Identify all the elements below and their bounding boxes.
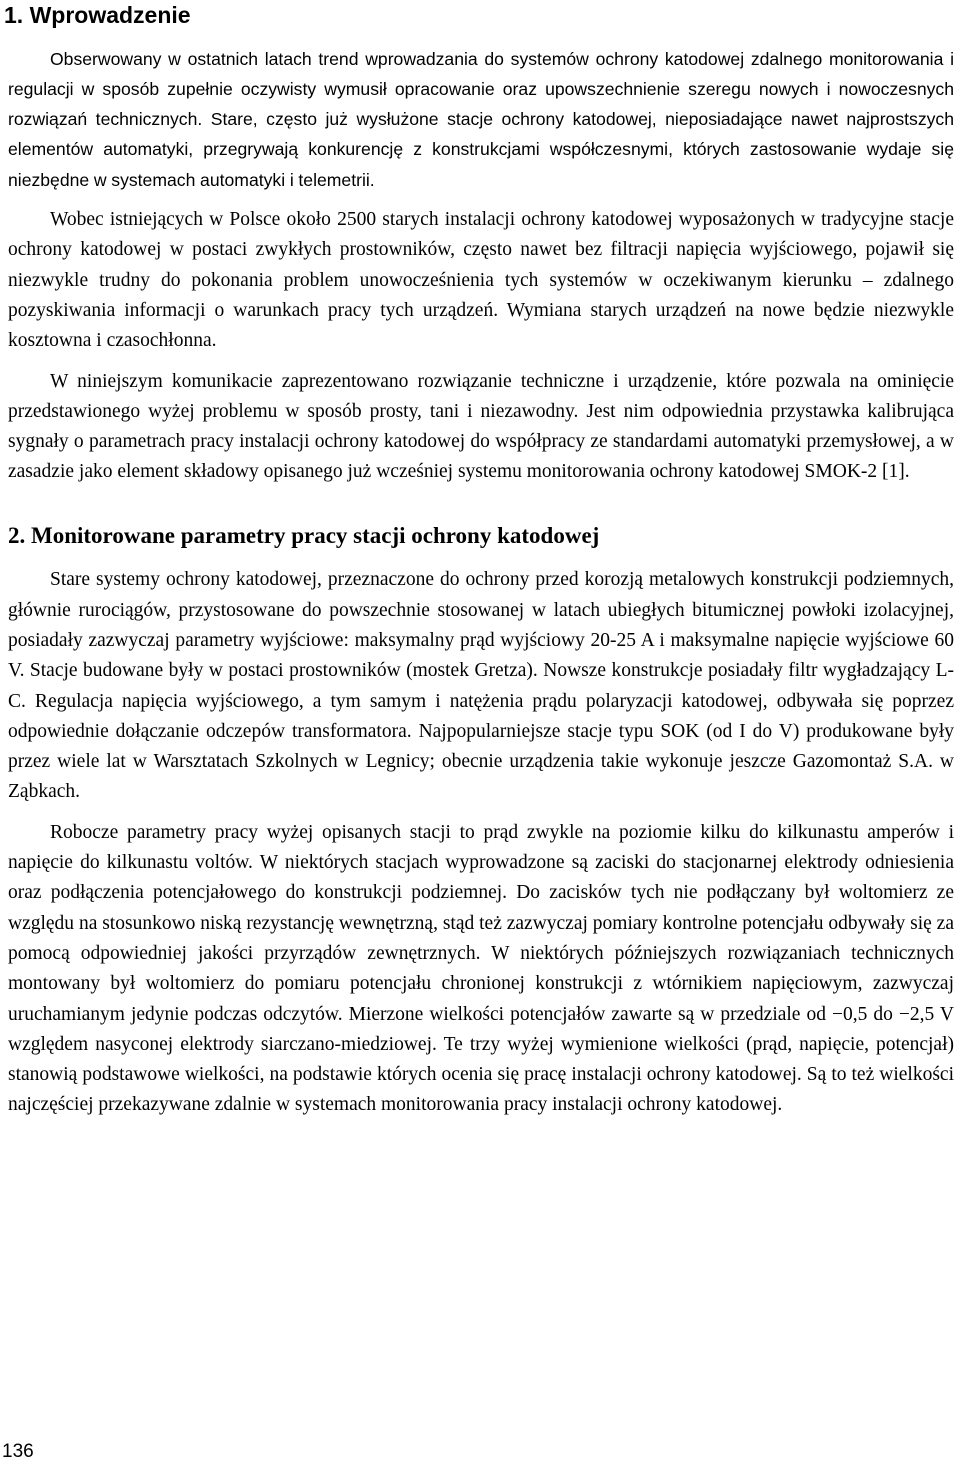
section-heading-introduction: 1. Wprowadzenie	[4, 2, 191, 28]
parameters-paragraph-2: Robocze parametry pracy wyżej opisanych stacji to prąd zwykle na poziomie kilku do kilkunastu amperów i napięcie do kilkunastu voltów. W niektórych stacjach wyprowadzone są zaciski do stacjonarnej elektrody odniesienia oraz podłączenia potencjałowego do konstrukcji podziemnej. Do zacisków tych nie podłączany był woltomierz ze względu na stosunkowo niską rezystancję wewnętrzną, stąd też zazwyczaj pomiary kontrolne potencjału odbywały się za pomocą odpowiedniej jakości przyrządów zewnętrznych. W niektórych późniejszych rozwiązaniach technicznych montowany był woltomierz do pomiaru potencjału chronionej konstrukcji z wtórnikiem napięciowym, zazwyczaj uruchamianym jedynie podczas odczytów. Mierzone wielkości potencjałów zawarte są w przedziale od −0,5 do −2,5 V względem nasyconej elektrody siarczano-miedziowej. Te trzy wyżej wymienione wielkości (prąd, napięcie, potencjał) stanowią podstawowe wielkości, na podstawie których ocenia się pracę instalacji ochrony katodowej. Są to też wielkości najczęściej przekazywane zdalnie w systemach monitorowania pracy instalacji ochrony katodowej.	[8, 821, 954, 1116]
intro-paragraph-2: Wobec istniejących w Polsce około 2500 starych instalacji ochrony katodowej wyposażonych w tradycyjne stacje ochrony katodowej w postaci zwykłych prostowników, często nawet bez filtracji napięcia wyjściowego, pojawił się niezwykle trudny do pokonania problem unowocześnienia tych systemów w oczekiwanym kierunku – zdalnego pozyskiwania informacji o warunkach pracy tych urządzeń. Wymiana starych urządzeń na nowe będzie niezwykle kosztowna i czasochłonna.	[8, 209, 954, 352]
document-page	[4, 0, 954, 1465]
section-heading-monitored-parameters: 2. Monitorowane parametry pracy stacji ochrony katodowej	[8, 522, 600, 548]
page-number: 136	[2, 1441, 34, 1462]
parameters-paragraph-1: Stare systemy ochrony katodowej, przeznaczone do ochrony przed korozją metalowych konstrukcji podziemnych, głównie rurociągów, przystosowane do powszechnie stosowanej w latach ubiegłych bitumicznej powłoki izolacyjnej, posiadały zazwyczaj parametry wyjściowe: maksymalny prąd wyjściowy 20-25 A i maksymalne napięcie wyjściowe 60 V. Stacje budowane były w postaci prostowników (mostek Gretza). Nowsze konstrukcje posiadały filtr wygładzający L-C. Regulacja napięcia wyjściowego, a tym samym i natężenia prądu polaryzacji katodowej, odbywała się poprzez odpowiednie dołączanie odczepów transformatora. Najpopularniejsze stacje typu SOK (od I do V) produkowane były przez wiele lat w Warsztatach Szkolnych w Legnicy; obecnie urządzenia takie wykonuje jeszcze Gazomontaż S.A. w Ząbkach.	[8, 569, 954, 803]
intro-paragraph-3: W niniejszym komunikacie zaprezentowano rozwiązanie techniczne i urządzenie, które pozwala na ominięcie przedstawionego wyżej problemu w sposób prosty, tani i niezawodny. Jest nim odpowiednia przystawka kalibrująca sygnały o parametrach pracy instalacji ochrony katodowej do współpracy ze standardami automatyki przemysłowej, a w zasadzie jako element składowy opisanego już wcześniej systemu monitorowania ochrony katodowej SMOK-2 [1].	[8, 370, 954, 483]
intro-paragraph-1: Obserwowany w ostatnich latach trend wprowadzania do systemów ochrony katodowej zdalnego monitorowania i regulacji w sposób zupełnie oczywisty wymusił opracowanie oraz upowszechnienie szeregu nowych i nowoczesnych rozwiązań technicznych. Stare, często już wysłużone stacje ochrony katodowej, nieposiadające nawet najprostszych elementów automatyki, przegrywają konkurencję z konstrukcjami współczesnymi, których zastosowanie wydaje się niezbędne w systemach automatyki i telemetrii.	[8, 48, 954, 190]
